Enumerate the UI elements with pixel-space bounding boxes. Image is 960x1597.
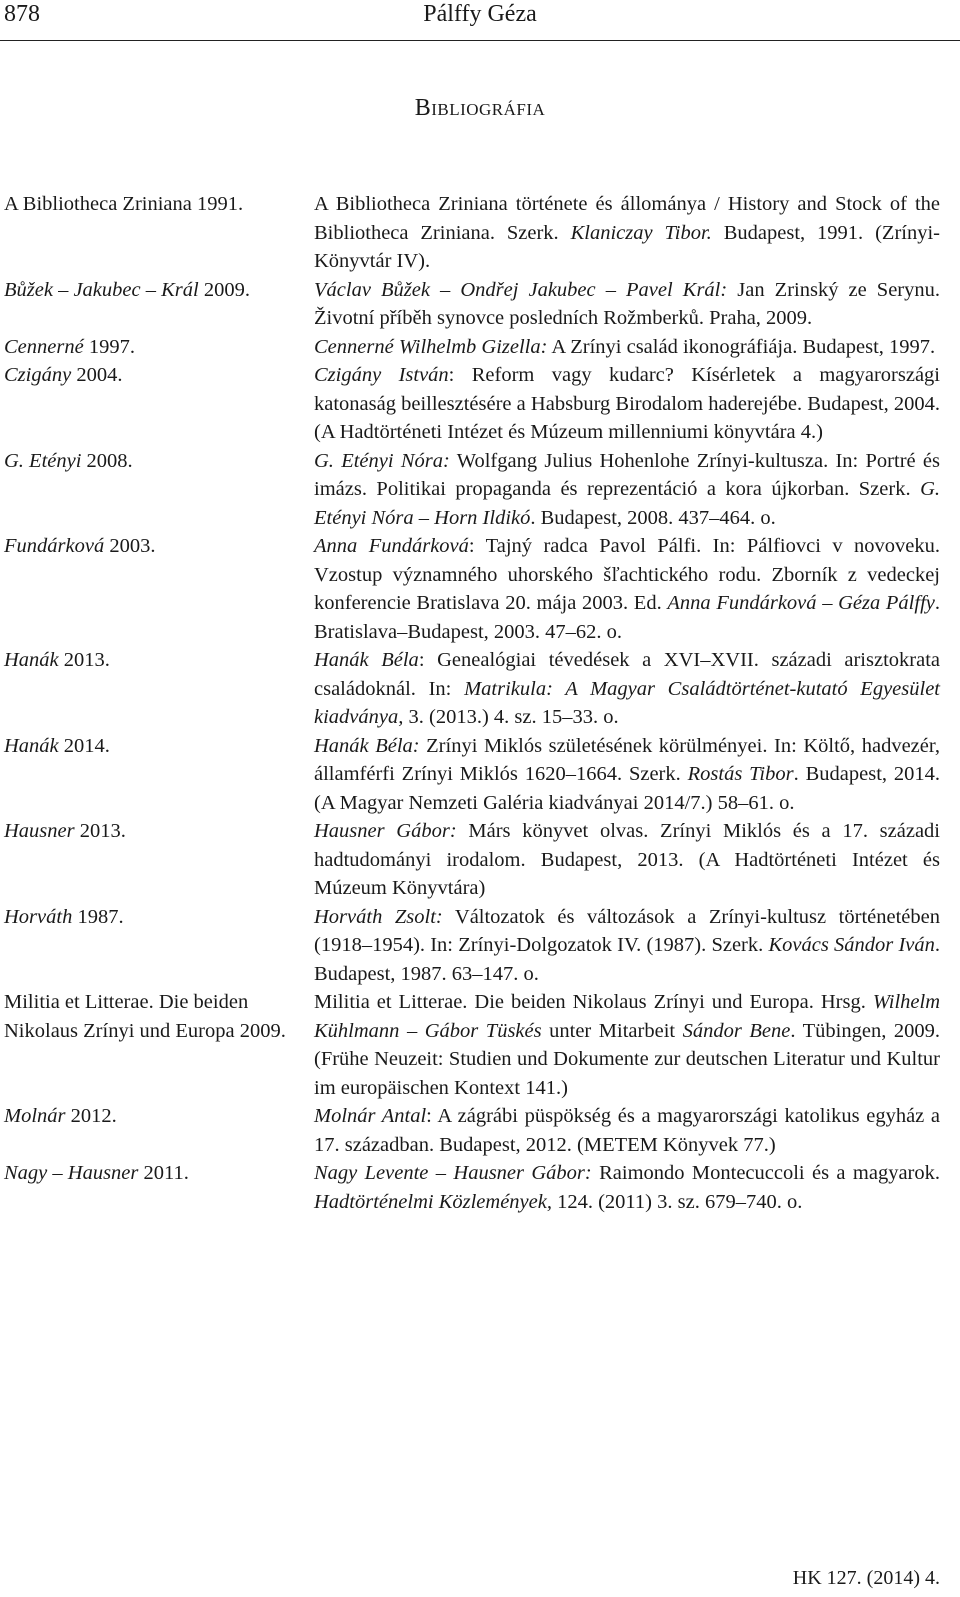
text-run: 2004.	[71, 364, 123, 386]
bibliography-entry	[4, 646, 940, 732]
bibliography-entry	[4, 361, 940, 447]
italic-run: Václav Bůžek – Ondřej Jakubec – Pavel Král:	[314, 278, 728, 301]
bibliography-entry	[4, 333, 940, 362]
text-run: : Tajný radca Pavol Pálfi. In: Pálfiovci v novoveku. Vzostup významného uhorského šľachtického rodu. Zborník z vedeckej konferencie Bratislava 20. mája 2003. Ed.	[314, 535, 940, 614]
text-run: 2013.	[74, 820, 126, 842]
text-run: : Genealógiai tévedések a XVI–XVII. századi arisztokrata családoknál. In:	[314, 649, 940, 700]
text-run: 1987.	[72, 905, 124, 928]
italic-run: Kovács Sándor Iván	[768, 934, 935, 956]
page-footer: HK 127. (2014) 4.	[792, 1567, 940, 1589]
entry-key	[4, 447, 314, 533]
bibliography-entry	[4, 190, 940, 276]
entry-text	[314, 903, 940, 989]
text-run: Zrínyi Miklós születésének körülményei. In: Költő, hadvezér, államférfi Zrínyi Miklós 1620–1664. Szerk.	[314, 734, 940, 785]
text-run: Militia et Litterae. Die beiden Nikolaus Zrínyi und Europa. Hrsg.	[314, 991, 873, 1013]
entry-key	[4, 646, 314, 732]
entry-key	[4, 532, 314, 646]
text-run: 1997.	[83, 335, 135, 358]
italic-run: Hanák Béla	[314, 649, 419, 671]
entry-text	[314, 532, 940, 646]
text-run: . Budapest, 1987. 63–147. o.	[314, 934, 940, 985]
italic-run: Cennerné	[4, 335, 84, 358]
text-run: : A zágrábi püspökség és a magyarországi katolikus egyház a 17. században. Budapest, 2012. (METEM Könyvek 77.)	[314, 1105, 941, 1156]
italic-run: Wilhelm Kühlmann – Gábor Tüskés	[314, 991, 940, 1042]
entry-text	[314, 447, 940, 533]
entry-text	[314, 988, 940, 1102]
text-run: A Bibliotheca Zriniana 1991.	[4, 193, 244, 215]
bibliography-entry	[4, 988, 940, 1102]
text-run: unter Mitarbeit	[541, 1019, 683, 1042]
text-run: . Budapest, 2008. 437–464. o.	[530, 506, 776, 529]
text-run: A Bibliotheca Zriniana története és állománya / History and Stock of the Bibliotheca Zriniana. Szerk.	[314, 193, 940, 244]
text-run: 2003.	[104, 535, 156, 557]
text-run: . Tübingen, 2009. (Frühe Neuzeit: Studien und Dokumente zur deutschen Literatur und Kultur im europäischen Kontext 141.)	[314, 1019, 940, 1099]
bibliography-entry	[4, 903, 940, 989]
bibliography-entry	[4, 532, 940, 646]
text-run: 2014.	[58, 734, 110, 757]
entry-text	[314, 333, 940, 362]
page-header	[0, 0, 960, 41]
entry-text	[314, 190, 940, 276]
italic-run: G. Etényi Nóra:	[314, 449, 450, 472]
italic-run: Nagy Levente – Hausner Gábor:	[314, 1162, 592, 1184]
italic-run: G. Etényi Nóra – Horn Ildikó	[314, 478, 940, 529]
italic-run: Klaniczay Tibor.	[570, 221, 712, 244]
entry-text	[314, 1159, 940, 1216]
bibliography-list	[4, 190, 940, 1216]
text-run: 2011.	[138, 1162, 189, 1184]
italic-run: G. Etényi	[4, 449, 82, 472]
entry-text	[314, 361, 940, 447]
italic-run: Hanák	[4, 734, 59, 757]
italic-run: Anna Fundárková – Géza Pálffy	[667, 592, 935, 614]
bibliography-entry	[4, 1159, 940, 1216]
entry-text	[314, 276, 940, 333]
text-run: 2012.	[65, 1105, 117, 1127]
entry-text	[314, 817, 940, 903]
italic-run: Horváth	[4, 905, 73, 928]
bibliography-entry	[4, 276, 940, 333]
bibliography-entry	[4, 732, 940, 818]
text-run: 2013.	[58, 649, 110, 671]
entry-key	[4, 1159, 314, 1216]
italic-run: Czigány	[4, 364, 72, 386]
text-run: Militia et Litterae. Die beiden Nikolaus Zrínyi und Europa 2009.	[4, 991, 286, 1042]
italic-run: Matrikula: A Magyar Családtörténet-kutató Egyesület kiadványa,	[314, 677, 940, 728]
entry-text	[314, 732, 940, 818]
running-head: Pálffy Géza	[423, 1, 537, 27]
text-run: Raimondo Montecuccoli és a magyarok.	[591, 1162, 940, 1184]
text-run: 3. (2013.) 4. sz. 15–33. o.	[403, 706, 619, 728]
text-run: : Reform vagy kudarc? Kísérletek a magyarországi katonaság beillesztésére a Habsburg Birodalom haderejébe. Budapest, 2004. (A Hadtörténeti Intézet és Múzeum millenniumi könyvtára 4.)	[314, 364, 940, 443]
italic-run: Horváth Zsolt:	[314, 905, 443, 928]
italic-run: Nagy – Hausner	[4, 1162, 139, 1184]
text-run: Márs könyvet olvas. Zrínyi Miklós és a 17. századi hadtudományi irodalom. Budapest, 2013. (A Hadtörténeti Intézet és Múzeum Könyvtára)	[314, 820, 941, 899]
text-run: Változatok és változások a Zrínyi-kultusz történetében (1918–1954). In: Zrínyi-Dolgozatok IV. (1987). Szerk.	[314, 905, 940, 956]
text-run: Jan Zrinský ze Serynu. Životní příběh synovce posledních Rožmberků. Praha, 2009.	[314, 278, 940, 329]
text-run: A Zrínyi család ikonográfiája. Budapest, 1997.	[547, 335, 936, 358]
section-title: Bibliográfia	[414, 95, 546, 121]
page-number: 878	[4, 1, 40, 27]
entry-text	[314, 1102, 940, 1159]
entry-key	[4, 817, 314, 903]
bibliography-entry	[4, 1102, 940, 1159]
entry-key	[4, 333, 314, 362]
italic-run: Rostás Tibor	[687, 763, 794, 785]
entry-key	[4, 190, 314, 276]
text-run: . Bratislava–Budapest, 2003. 47–62. o.	[314, 592, 940, 643]
italic-run: Hanák Béla:	[314, 734, 420, 757]
italic-run: Anna Fundárková	[314, 535, 469, 557]
italic-run: Fundárková	[4, 535, 105, 557]
text-run: 2009.	[198, 278, 250, 301]
italic-run: Molnár Antal	[314, 1105, 427, 1127]
text-run: 124. (2011) 3. sz. 679–740. o.	[551, 1190, 803, 1213]
italic-run: Hausner Gábor:	[314, 820, 457, 842]
bibliography-entry	[4, 447, 940, 533]
entry-key	[4, 361, 314, 447]
italic-run: Molnár	[4, 1105, 66, 1127]
italic-run: Hausner	[4, 820, 75, 842]
italic-run: Bůžek – Jakubec – Král	[4, 278, 199, 301]
entry-key	[4, 1102, 314, 1159]
entry-key	[4, 732, 314, 818]
italic-run: Hanák	[4, 649, 59, 671]
text-run: . Budapest, 2014. (A Magyar Nemzeti Galéria kiadványai 2014/7.) 58–61. o.	[314, 763, 940, 814]
bibliography-entry	[4, 817, 940, 903]
text-run: 2008.	[81, 449, 133, 472]
italic-run: Sándor Bene	[682, 1019, 791, 1042]
italic-run: Czigány István	[314, 364, 449, 386]
entry-key	[4, 276, 314, 333]
entry-key	[4, 988, 314, 1102]
text-run: Budapest, 1991. (Zrínyi-Könyvtár IV).	[314, 221, 940, 272]
entry-key	[4, 903, 314, 989]
italic-run: Hadtörténelmi Közlemények,	[314, 1190, 552, 1213]
entry-text	[314, 646, 940, 732]
text-run: Wolfgang Julius Hohenlohe Zrínyi-kultusza. In: Portré és imázs. Politikai propaganda és reprezentáció a kora újkorban. Szerk.	[314, 449, 940, 500]
italic-run: Cennerné Wilhelmb Gizella:	[314, 335, 548, 358]
